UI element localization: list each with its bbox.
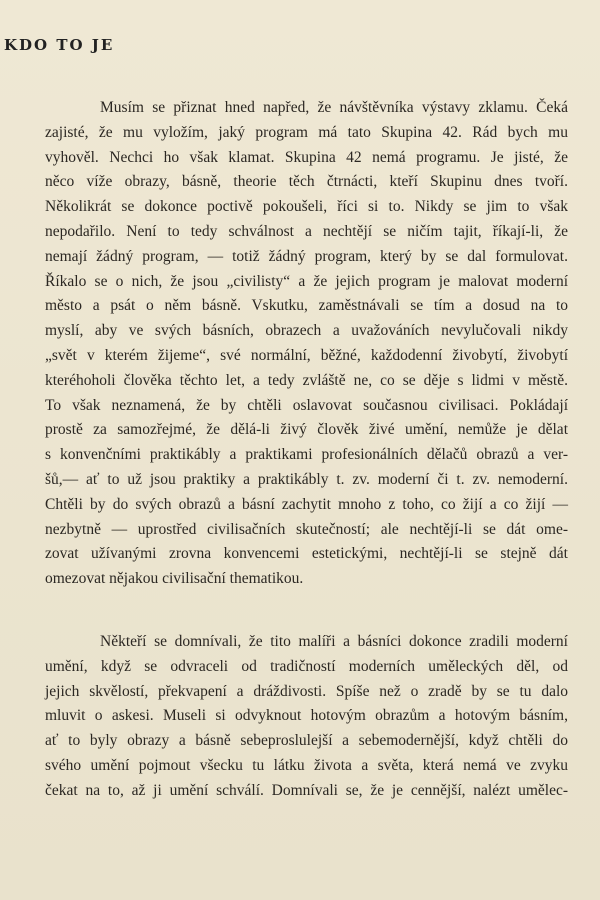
text-line: něco víže obrazy, básně, theorie těch čtrnácti, kteří Skupinu dnes tvoří. <box>45 173 568 191</box>
text-line: „svět v kterém žijeme“, své normální, běžné, každodenní živobytí, živobytí <box>45 347 568 364</box>
text-line: zovat užívanými zrovna konvencemi estetickými, nechtějí-li se stejně dát <box>45 545 568 563</box>
text-line: Chtěli by do svých obrazů a básní zachytit mnoho z toho, co žijí a co žijí — <box>45 495 568 513</box>
text-line: Musím se přiznat hned napřed, že návštěvníka výstavy zklamu. Čeká <box>100 99 568 116</box>
text-line: Někteří se domnívali, že tito malíři a básníci dokonce zradili moderní <box>100 633 568 650</box>
text-line: nemají žádný program, — totiž žádný program, který by se dal formulovat. <box>45 247 568 265</box>
text-line: nezbytně — uprostřed civilisačních skutečností; ale nechtějí-li se dát ome- <box>45 520 568 538</box>
text-line: čekat na to, až ji umění schválí. Domnívali se, že je cennější, nalézt umělec- <box>45 781 568 799</box>
text-line: jejich skvělostí, překvapení a dráždivosti. Spíše než o zradě by se tu dalo <box>45 682 568 700</box>
text-line: město a psát o něm básně. Vskutku, zaměstnávali se tím a dosud na to <box>45 297 568 315</box>
text-line: omezovat nějakou civilisační thematikou. <box>45 570 304 588</box>
text-line: nepodařilo. Není to tedy schválnost a nechtějí se ničím tajit, říkají-li, že <box>45 223 568 240</box>
text-line: svého umění pojmout všecku tu látku života a světa, která nemá ve zvyku <box>45 757 568 774</box>
text-line: vyhověl. Nechci ho však klamat. Skupina 42 nemá programu. Je jisté, že <box>45 148 568 166</box>
text-line: myslí, aby ve svých básních, obrazech a uvažováních nevylučovali nikdy <box>45 322 568 340</box>
text-line: mluvit o askesi. Museli si odvyknout hotovým obrazům a hotovým básním, <box>45 707 568 725</box>
text-line: kteréhoholi člověka těchto let, a tedy zvláště ne, co se děje s lidmi v městě. <box>45 371 568 389</box>
text-line: zajisté, že mu vyložím, jaký program má tato Skupina 42. Rád bych mu <box>45 123 568 141</box>
text-line: s konvenčními praktikábly a praktikami profesionálních dělačů obrazů a ver- <box>45 446 568 464</box>
text-line: umění, když se odvraceli od tradičností moderních uměleckých děl, od <box>45 657 568 675</box>
text-line: šů,— ať to už jsou praktiky a praktikábly t. zv. moderní či t. zv. nemoderní. <box>45 471 568 488</box>
text-line: To však neznamená, že by chtěli oslavovat současnou civilisaci. Pokládají <box>45 396 568 414</box>
text-line: prostě za samozřejmé, že dělá-li živý člověk živé umění, nemůže je dělat <box>45 421 568 439</box>
chapter-heading: KDO TO JE <box>4 36 115 54</box>
text-line: ať to byly obrazy a básně sebeproslulejší a sebemodernější, když chtěli do <box>45 732 568 750</box>
text-line: Říkalo se o nich, že jsou „civilisty“ a že jejich program je malovat moderní <box>45 272 568 290</box>
text-line: Několikrát se dokonce poctivě pokoušeli, říci si to. Nikdy se jim to však <box>45 198 568 216</box>
